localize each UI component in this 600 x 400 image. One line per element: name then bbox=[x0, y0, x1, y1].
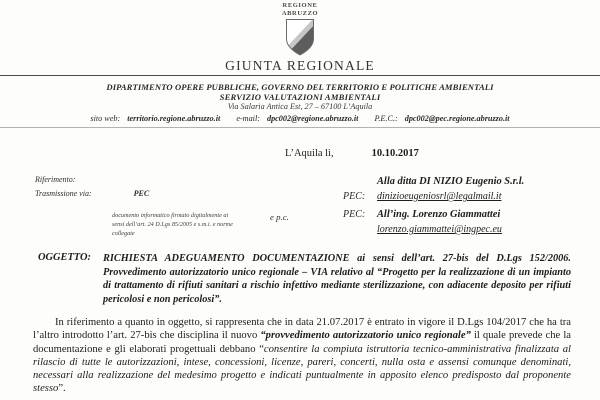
website-value: territorio.regione.abruzzo.it bbox=[127, 114, 221, 123]
letterhead-bottom-divider bbox=[0, 127, 600, 128]
body-bold-quote: “provvedimento autorizzatorio unico regionale” bbox=[260, 330, 471, 342]
org-name: GIUNTA REGIONALE bbox=[225, 58, 375, 73]
abruzzo-coat-of-arms-icon bbox=[285, 18, 315, 62]
cc-recipient-pec-address: lorenzo.giammattei@ingpec.eu bbox=[377, 224, 502, 235]
recipient-company-pec-row bbox=[343, 191, 573, 202]
contact-row bbox=[0, 114, 600, 123]
cc-recipient-name: All’ing. Lorenzo Giammattei bbox=[377, 209, 501, 220]
region-name-line1: REGIONE bbox=[282, 2, 318, 9]
region-name bbox=[0, 2, 600, 17]
transmission-value: PEC bbox=[133, 189, 150, 198]
cc-recipient-pec-row bbox=[343, 224, 573, 235]
body-mid: il quale prevede che la documentazione e gli elaborati progettuali debbano “ bbox=[33, 330, 571, 355]
region-name-line2: ABRUZZO bbox=[281, 9, 319, 17]
letterhead-divider bbox=[0, 75, 600, 76]
recipient-pec-label: PEC: bbox=[343, 191, 366, 202]
website-label: sito web: bbox=[90, 114, 121, 123]
email-value: dpc002@regione.abruzzo.it bbox=[266, 114, 359, 123]
reference-label: Riferimento: bbox=[35, 175, 76, 184]
body-italic-quote: consentire la compiuta istruttoria tecnico-amministrativa finalizzata al rilascio di tutte le autorizzazioni, intese, concessioni, licenze, pareri, concerti, nulla osta e assensi comunque denominati, necessari alla realizzazione del medesimo progetto e indicati puntualmente in apposito elenco predisposto dal proponente stesso bbox=[33, 343, 571, 395]
email-label: e-mail: bbox=[236, 114, 260, 123]
pec-label-spacer bbox=[343, 224, 377, 235]
transmission-label: Trasmissione via: bbox=[35, 189, 92, 198]
recipient-company-row bbox=[343, 176, 573, 187]
pec-label: P.E.C.: bbox=[374, 114, 398, 123]
cc-pec-label: PEC: bbox=[343, 209, 366, 220]
body-intro: In riferimento a quanto in oggetto, si rappresenta che in data 21.07.2017 è entrato in vigore il D.Lgs 104/2017 che ha tra l’altro introdotto l’art. 27-bis che disciplina il nuovo bbox=[33, 317, 571, 342]
dateline-date: 10.10.2017 bbox=[371, 148, 419, 159]
pec-label-spacer bbox=[343, 176, 377, 187]
subject-text: RICHIESTA ADEGUAMENTO DOCUMENTAZIONE ai sensi dell’art. 27-bis del D.Lgs 152/2006. Provvedimento autorizzatorio unico regionale – VIA relativo al “Progetto per la realizzazione di un impianto di trattamento di rifiuti sanitari a rischio infettivo mediante sterilizzazione, con adiacente deposito per rifiuti pericolosi e non pericolosi”. bbox=[103, 253, 571, 305]
dateline bbox=[285, 148, 419, 159]
body-paragraph bbox=[33, 316, 571, 396]
pec-value: dpc002@pec.regione.abruzzo.it bbox=[404, 114, 510, 123]
dateline-place: L’Aquila lì, bbox=[285, 148, 334, 159]
cc-label: e p.c. bbox=[270, 212, 289, 222]
department-name: DIPARTIMENTO OPERE PUBBLICHE, GOVERNO DEL TERRITORIO E POLITICHE AMBIENTALI bbox=[106, 82, 494, 92]
transmission-line bbox=[35, 189, 149, 198]
body-close: ”. bbox=[58, 383, 66, 395]
service-name: SERVIZIO VALUTAZIONI AMBIENTALI bbox=[219, 92, 381, 102]
recipient-company: Alla ditta DI NIZIO Eugenio S.r.l. bbox=[377, 176, 525, 187]
recipient-company-pec-address: dinizioeugeniosrl@legalmail.it bbox=[377, 191, 502, 202]
subject-label: OGGETTO: bbox=[38, 252, 91, 263]
address-line: Via Salaria Antica Est, 27 – 67100 L’Aquila bbox=[227, 102, 373, 111]
cc-recipient-row bbox=[343, 209, 573, 220]
digital-signature-note: documento informatico firmato digitalmente ai sensi dell’art. 24 D.Lgs 85/2005 e s.m.i. e norme collegate bbox=[112, 212, 233, 237]
